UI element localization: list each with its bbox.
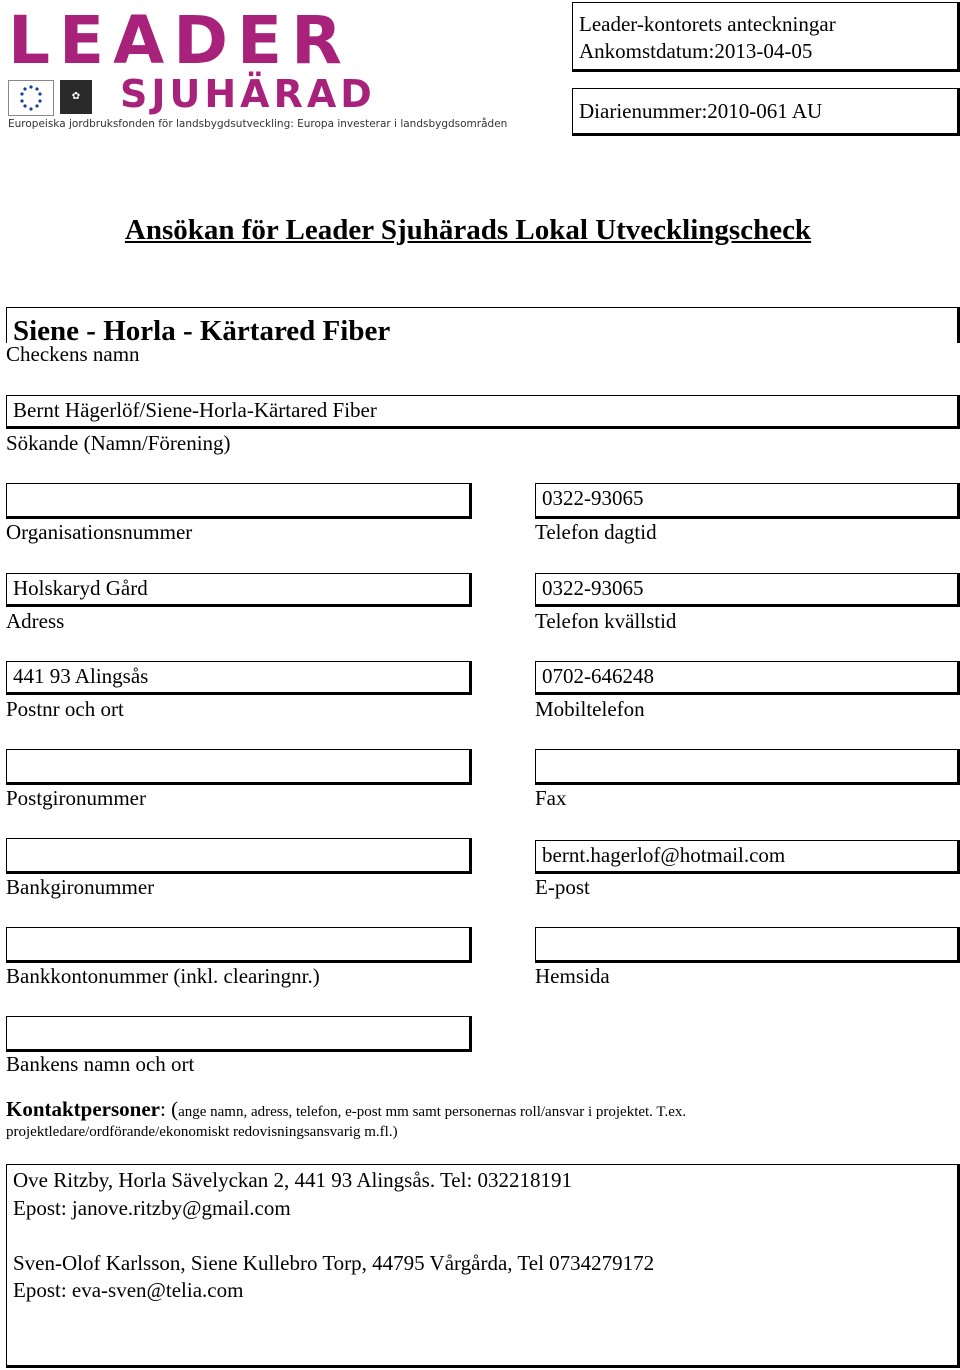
postgiro-field[interactable] — [6, 749, 472, 785]
bank-account-field[interactable] — [6, 927, 472, 963]
logo-tagline: Europeiska jordbruksfonden för landsbygdsutveckling: Europa investerar i landsbygdsområden — [8, 118, 508, 130]
bank-name-field[interactable] — [6, 1016, 472, 1052]
bankgiro-field[interactable] — [6, 838, 472, 874]
phone-day-label: Telefon dagtid — [535, 520, 657, 544]
leader-emblem-icon: ✿ — [60, 80, 92, 114]
mobile-label: Mobiltelefon — [535, 697, 645, 721]
phone-evening-label: Telefon kvällstid — [535, 609, 677, 633]
address-label: Adress — [6, 609, 65, 633]
bankgiro-label: Bankgironummer — [6, 875, 155, 899]
website-label: Hemsida — [535, 964, 610, 988]
arrival-date: Ankomstdatum:2013-04-05 — [579, 39, 813, 63]
contacts-heading: Kontaktpersoner — [6, 1097, 160, 1121]
email-field[interactable]: bernt.hagerlof@hotmail.com — [535, 840, 960, 874]
registration-number: Diarienummer:2010-061 AU — [572, 88, 960, 136]
contacts-colon: : ( — [160, 1097, 179, 1121]
contacts-hint-line1: ange namn, adress, telefon, e-post mm samt personernas roll/ansvar i projektet. T.ex. — [178, 1104, 687, 1120]
email-label: E-post — [535, 875, 590, 899]
applicant-field[interactable]: Bernt Hägerlöf/Siene-Horla-Kärtared Fiber — [6, 395, 960, 429]
applicant-label: Sökande (Namn/Förening) — [6, 431, 231, 455]
contacts-textarea[interactable]: Ove Ritzby, Horla Sävelyckan 2, 441 93 Alingsås. Tel: 032218191 Epost: janove.ritzby@gmail.com Sven-Olof Karlsson, Siene Kullebro Torp, 44795 Vårgårda, Tel 0734279172 Epost: eva-sven@telia.com — [6, 1164, 960, 1368]
mobile-field[interactable]: 0702-646248 — [535, 661, 960, 695]
bank-name-label: Bankens namn och ort — [6, 1052, 195, 1076]
postal-field[interactable]: 441 93 Alingsås — [6, 661, 472, 695]
office-notes-label: Leader-kontorets anteckningar — [579, 12, 836, 36]
eu-flag-icon — [8, 80, 54, 116]
contacts-hint-line2: projektledare/ordförande/ekonomiskt redovisningsansvarig m.fl.) — [6, 1124, 398, 1140]
org-number-field[interactable] — [6, 483, 472, 519]
bank-account-label: Bankkontonummer (inkl. clearingnr.) — [6, 964, 320, 988]
fax-label: Fax — [535, 786, 567, 810]
phone-evening-field[interactable]: 0322-93065 — [535, 573, 960, 607]
fax-field[interactable] — [535, 749, 960, 785]
leader-logo-wordmark: LEADER — [8, 2, 351, 79]
postgiro-label: Postgironummer — [6, 786, 146, 810]
sjuharad-logo-text: SJUHÄRAD — [120, 72, 376, 116]
form-title: Ansökan för Leader Sjuhärads Lokal Utvecklingscheck — [124, 214, 812, 246]
address-field[interactable]: Holskaryd Gård — [6, 573, 472, 607]
org-number-label: Organisationsnummer — [6, 520, 193, 544]
website-field[interactable] — [535, 927, 960, 963]
phone-day-field[interactable]: 0322-93065 — [535, 483, 960, 519]
check-name-field[interactable]: Siene - Horla - Kärtared Fiber — [6, 307, 960, 343]
postal-label: Postnr och ort — [6, 697, 124, 721]
check-name-label: Checkens namn — [6, 342, 140, 366]
office-notes-box — [572, 2, 960, 72]
